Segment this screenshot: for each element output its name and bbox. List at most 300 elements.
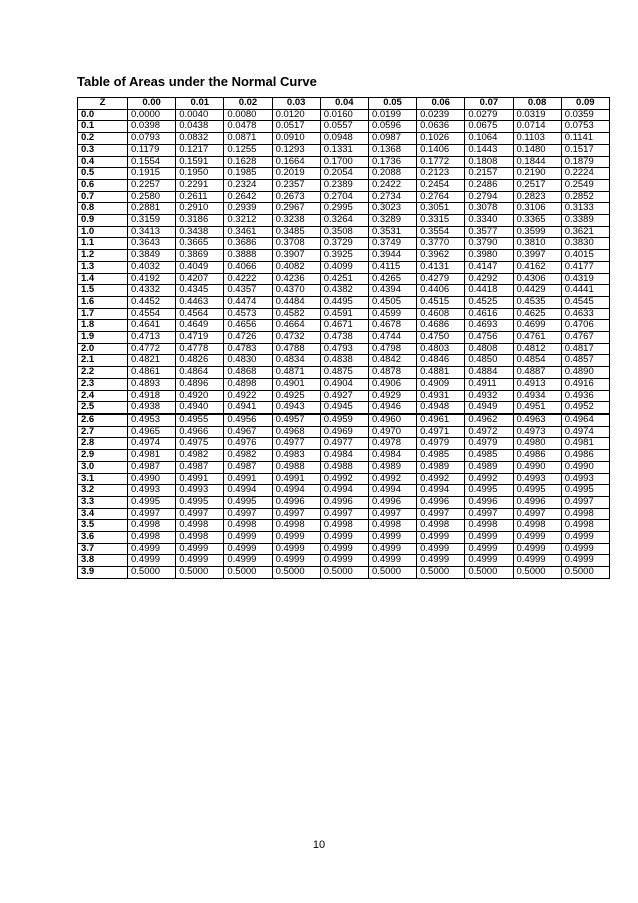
area-cell: 0.4934: [513, 390, 561, 402]
z-value-cell: 1.2: [78, 250, 128, 262]
area-cell: 0.4966: [176, 426, 224, 438]
area-cell: 0.3907: [272, 250, 320, 262]
area-cell: 0.4916: [561, 378, 609, 390]
area-cell: 0.5000: [176, 567, 224, 579]
table-row: [78, 203, 610, 215]
area-cell: 0.4996: [368, 496, 416, 508]
area-cell: 0.4992: [465, 473, 513, 485]
area-cell: 0.4564: [176, 308, 224, 320]
area-cell: 0.3508: [320, 226, 368, 238]
area-cell: 0.1772: [417, 156, 465, 168]
area-cell: 0.4943: [272, 402, 320, 414]
area-cell: 0.2910: [176, 203, 224, 215]
area-cell: 0.3643: [128, 238, 176, 250]
area-cell: 0.4115: [368, 261, 416, 273]
area-cell: 0.4997: [320, 508, 368, 520]
area-cell: 0.4992: [320, 473, 368, 485]
z-value-cell: 1.5: [78, 285, 128, 297]
area-cell: 0.4147: [465, 261, 513, 273]
area-cell: 0.2967: [272, 203, 320, 215]
area-cell: 0.4999: [368, 543, 416, 555]
area-cell: 0.4803: [417, 343, 465, 355]
area-cell: 0.0517: [272, 121, 320, 133]
area-cell: 0.4783: [224, 343, 272, 355]
area-cell: 0.4893: [128, 378, 176, 390]
area-cell: 0.4973: [513, 426, 561, 438]
area-cell: 0.3708: [272, 238, 320, 250]
area-cell: 0.4664: [272, 320, 320, 332]
z-value-cell: 1.1: [78, 238, 128, 250]
area-cell: 0.4591: [320, 308, 368, 320]
area-cell: 0.4999: [417, 543, 465, 555]
area-cell: 0.4778: [176, 343, 224, 355]
area-cell: 0.4981: [561, 438, 609, 450]
area-cell: 0.4817: [561, 343, 609, 355]
area-cell: 0.4998: [417, 520, 465, 532]
area-cell: 0.1700: [320, 156, 368, 168]
column-header: 0.02: [224, 98, 272, 110]
area-cell: 0.0160: [320, 109, 368, 121]
table-row: [78, 450, 610, 462]
area-cell: 0.4999: [368, 532, 416, 544]
area-cell: 0.4901: [272, 378, 320, 390]
area-cell: 0.4982: [176, 450, 224, 462]
z-value-cell: 3.6: [78, 532, 128, 544]
area-cell: 0.4998: [176, 532, 224, 544]
area-cell: 0.4988: [320, 461, 368, 473]
z-value-cell: 2.2: [78, 367, 128, 379]
area-cell: 0.2673: [272, 191, 320, 203]
area-cell: 0.3133: [561, 203, 609, 215]
area-cell: 0.0714: [513, 121, 561, 133]
area-cell: 0.4984: [320, 450, 368, 462]
area-cell: 0.4998: [465, 520, 513, 532]
area-cell: 0.3438: [176, 226, 224, 238]
area-cell: 0.4972: [465, 426, 513, 438]
area-cell: 0.4951: [513, 402, 561, 414]
area-cell: 0.0910: [272, 133, 320, 145]
area-cell: 0.4994: [417, 485, 465, 497]
area-cell: 0.3577: [465, 226, 513, 238]
z-value-cell: 3.9: [78, 567, 128, 579]
area-cell: 0.5000: [513, 567, 561, 579]
area-cell: 0.4319: [561, 273, 609, 285]
area-cell: 0.4999: [176, 555, 224, 567]
area-cell: 0.5000: [465, 567, 513, 579]
area-cell: 0.3212: [224, 215, 272, 227]
area-cell: 0.4989: [417, 461, 465, 473]
z-value-cell: 1.0: [78, 226, 128, 238]
area-cell: 0.4998: [224, 520, 272, 532]
area-cell: 0.3599: [513, 226, 561, 238]
area-cell: 0.4995: [176, 496, 224, 508]
area-cell: 0.4545: [561, 296, 609, 308]
table-row: [78, 144, 610, 156]
area-cell: 0.2642: [224, 191, 272, 203]
area-cell: 0.4993: [176, 485, 224, 497]
area-cell: 0.4909: [417, 378, 465, 390]
column-header: 0.07: [465, 98, 513, 110]
area-cell: 0.4656: [224, 320, 272, 332]
area-cell: 0.1628: [224, 156, 272, 168]
area-cell: 0.4881: [417, 367, 465, 379]
area-cell: 0.4995: [128, 496, 176, 508]
area-cell: 0.4996: [272, 496, 320, 508]
area-cell: 0.4830: [224, 355, 272, 367]
area-cell: 0.4554: [128, 308, 176, 320]
area-cell: 0.2389: [320, 179, 368, 191]
area-cell: 0.1844: [513, 156, 561, 168]
area-cell: 0.2486: [465, 179, 513, 191]
area-cell: 0.4985: [465, 450, 513, 462]
area-cell: 0.4987: [128, 461, 176, 473]
area-cell: 0.0000: [128, 109, 176, 121]
area-cell: 0.4997: [224, 508, 272, 520]
area-cell: 0.4998: [176, 520, 224, 532]
area-cell: 0.4761: [513, 332, 561, 344]
area-cell: 0.5000: [368, 567, 416, 579]
area-cell: 0.4999: [176, 543, 224, 555]
area-cell: 0.3849: [128, 250, 176, 262]
area-cell: 0.3665: [176, 238, 224, 250]
z-value-cell: 2.0: [78, 343, 128, 355]
area-cell: 0.4922: [224, 390, 272, 402]
area-cell: 0.3238: [272, 215, 320, 227]
area-cell: 0.4964: [561, 414, 609, 426]
z-value-cell: 2.4: [78, 390, 128, 402]
area-cell: 0.3869: [176, 250, 224, 262]
z-value-cell: 2.5: [78, 402, 128, 414]
area-cell: 0.4980: [513, 438, 561, 450]
table-row: [78, 226, 610, 238]
area-cell: 0.4985: [417, 450, 465, 462]
area-cell: 0.4994: [272, 485, 320, 497]
area-cell: 0.0987: [368, 133, 416, 145]
column-header: 0.06: [417, 98, 465, 110]
area-cell: 0.4987: [224, 461, 272, 473]
area-cell: 0.4793: [320, 343, 368, 355]
area-cell: 0.4965: [128, 426, 176, 438]
area-cell: 0.3686: [224, 238, 272, 250]
z-value-cell: 2.3: [78, 378, 128, 390]
area-cell: 0.4878: [368, 367, 416, 379]
column-header: 0.05: [368, 98, 416, 110]
area-cell: 0.4997: [417, 508, 465, 520]
area-cell: 0.0239: [417, 109, 465, 121]
area-cell: 0.4382: [320, 285, 368, 297]
area-cell: 0.5000: [417, 567, 465, 579]
area-cell: 0.1915: [128, 168, 176, 180]
area-cell: 0.0438: [176, 121, 224, 133]
area-cell: 0.4994: [224, 485, 272, 497]
area-cell: 0.4997: [272, 508, 320, 520]
area-cell: 0.4911: [465, 378, 513, 390]
area-cell: 0.3023: [368, 203, 416, 215]
area-cell: 0.4992: [417, 473, 465, 485]
area-cell: 0.3830: [561, 238, 609, 250]
table-row: [78, 390, 610, 402]
area-cell: 0.4744: [368, 332, 416, 344]
area-cell: 0.4798: [368, 343, 416, 355]
area-cell: 0.4015: [561, 250, 609, 262]
z-value-cell: 0.6: [78, 179, 128, 191]
area-cell: 0.4999: [128, 543, 176, 555]
area-cell: 0.4066: [224, 261, 272, 273]
area-cell: 0.4996: [513, 496, 561, 508]
area-cell: 0.4292: [465, 273, 513, 285]
area-cell: 0.4991: [272, 473, 320, 485]
area-cell: 0.3106: [513, 203, 561, 215]
z-value-cell: 3.1: [78, 473, 128, 485]
column-header: 0.09: [561, 98, 609, 110]
area-cell: 0.4927: [320, 390, 368, 402]
area-cell: 0.4719: [176, 332, 224, 344]
area-cell: 0.4956: [224, 414, 272, 426]
area-cell: 0.3461: [224, 226, 272, 238]
area-cell: 0.4192: [128, 273, 176, 285]
area-cell: 0.4999: [272, 543, 320, 555]
area-cell: 0.3554: [417, 226, 465, 238]
area-cell: 0.4625: [513, 308, 561, 320]
area-cell: 0.3389: [561, 215, 609, 227]
area-cell: 0.0359: [561, 109, 609, 121]
area-cell: 0.4998: [128, 532, 176, 544]
area-cell: 0.4999: [272, 555, 320, 567]
area-cell: 0.0319: [513, 109, 561, 121]
area-cell: 0.4990: [561, 461, 609, 473]
area-cell: 0.1443: [465, 144, 513, 156]
area-cell: 0.4177: [561, 261, 609, 273]
area-cell: 0.4936: [561, 390, 609, 402]
area-cell: 0.4994: [368, 485, 416, 497]
area-cell: 0.4474: [224, 296, 272, 308]
area-cell: 0.0557: [320, 121, 368, 133]
area-cell: 0.5000: [224, 567, 272, 579]
area-cell: 0.2088: [368, 168, 416, 180]
area-cell: 0.4251: [320, 273, 368, 285]
area-cell: 0.4693: [465, 320, 513, 332]
area-cell: 0.4952: [561, 402, 609, 414]
table-row: [78, 156, 610, 168]
z-value-cell: 3.2: [78, 485, 128, 497]
area-cell: 0.4970: [368, 426, 416, 438]
area-cell: 0.4990: [128, 473, 176, 485]
table-header: [78, 98, 610, 110]
area-cell: 0.4999: [320, 543, 368, 555]
area-cell: 0.0948: [320, 133, 368, 145]
area-cell: 0.4913: [513, 378, 561, 390]
table-row: [78, 426, 610, 438]
area-cell: 0.2054: [320, 168, 368, 180]
z-value-cell: 2.6: [78, 414, 128, 426]
normal-curve-table: [77, 97, 610, 579]
area-cell: 0.4986: [561, 450, 609, 462]
area-cell: 0.4706: [561, 320, 609, 332]
area-cell: 0.1879: [561, 156, 609, 168]
area-cell: 0.4633: [561, 308, 609, 320]
table-row: [78, 496, 610, 508]
area-cell: 0.4960: [368, 414, 416, 426]
area-cell: 0.4904: [320, 378, 368, 390]
area-cell: 0.4986: [513, 450, 561, 462]
area-cell: 0.3770: [417, 238, 465, 250]
table-row: [78, 238, 610, 250]
area-cell: 0.4484: [272, 296, 320, 308]
area-cell: 0.4452: [128, 296, 176, 308]
header-row: [78, 98, 610, 110]
area-cell: 0.4975: [176, 438, 224, 450]
area-cell: 0.4732: [272, 332, 320, 344]
area-cell: 0.2794: [465, 191, 513, 203]
area-cell: 0.5000: [320, 567, 368, 579]
area-cell: 0.2611: [176, 191, 224, 203]
area-cell: 0.1517: [561, 144, 609, 156]
area-cell: 0.4861: [128, 367, 176, 379]
area-cell: 0.4931: [417, 390, 465, 402]
area-cell: 0.4990: [513, 461, 561, 473]
area-cell: 0.3810: [513, 238, 561, 250]
z-value-cell: 0.5: [78, 168, 128, 180]
area-cell: 0.2324: [224, 179, 272, 191]
area-cell: 0.3621: [561, 226, 609, 238]
area-cell: 0.1480: [513, 144, 561, 156]
area-cell: 0.0636: [417, 121, 465, 133]
area-cell: 0.4979: [465, 438, 513, 450]
area-cell: 0.4515: [417, 296, 465, 308]
area-cell: 0.4997: [465, 508, 513, 520]
area-cell: 0.4998: [513, 520, 561, 532]
area-cell: 0.4988: [272, 461, 320, 473]
area-cell: 0.0478: [224, 121, 272, 133]
table-row: [78, 273, 610, 285]
area-cell: 0.4995: [561, 485, 609, 497]
z-value-cell: 0.8: [78, 203, 128, 215]
area-cell: 0.4961: [417, 414, 465, 426]
area-cell: 0.4162: [513, 261, 561, 273]
table-row: [78, 179, 610, 191]
column-header: 0.04: [320, 98, 368, 110]
area-cell: 0.4997: [176, 508, 224, 520]
z-value-cell: 1.3: [78, 261, 128, 273]
table-row: [78, 355, 610, 367]
area-cell: 0.4394: [368, 285, 416, 297]
z-value-cell: 0.7: [78, 191, 128, 203]
area-cell: 0.4955: [176, 414, 224, 426]
area-cell: 0.0279: [465, 109, 513, 121]
area-cell: 0.1950: [176, 168, 224, 180]
z-value-cell: 1.9: [78, 332, 128, 344]
area-cell: 0.4767: [561, 332, 609, 344]
table-row: [78, 320, 610, 332]
area-cell: 0.3531: [368, 226, 416, 238]
table-row: [78, 133, 610, 145]
table-row: [78, 250, 610, 262]
area-cell: 0.4641: [128, 320, 176, 332]
area-cell: 0.4099: [320, 261, 368, 273]
area-cell: 0.3264: [320, 215, 368, 227]
area-cell: 0.4864: [176, 367, 224, 379]
area-cell: 0.4857: [561, 355, 609, 367]
area-cell: 0.4998: [320, 520, 368, 532]
table-row: [78, 109, 610, 121]
area-cell: 0.4959: [320, 414, 368, 426]
z-value-cell: 0.0: [78, 109, 128, 121]
area-cell: 0.4969: [320, 426, 368, 438]
z-value-cell: 3.0: [78, 461, 128, 473]
area-cell: 0.4842: [368, 355, 416, 367]
area-cell: 0.4978: [368, 438, 416, 450]
area-cell: 0.3186: [176, 215, 224, 227]
table-row: [78, 485, 610, 497]
area-cell: 0.0675: [465, 121, 513, 133]
table-row: [78, 261, 610, 273]
z-value-cell: 0.3: [78, 144, 128, 156]
area-cell: 0.1064: [465, 133, 513, 145]
area-cell: 0.4686: [417, 320, 465, 332]
area-cell: 0.4357: [224, 285, 272, 297]
table-body: [78, 109, 610, 578]
area-cell: 0.4981: [128, 450, 176, 462]
area-cell: 0.4991: [176, 473, 224, 485]
area-cell: 0.4945: [320, 402, 368, 414]
area-cell: 0.0080: [224, 109, 272, 121]
area-cell: 0.1293: [272, 144, 320, 156]
table-row: [78, 332, 610, 344]
area-cell: 0.4999: [561, 532, 609, 544]
area-cell: 0.4875: [320, 367, 368, 379]
area-cell: 0.5000: [561, 567, 609, 579]
area-cell: 0.3051: [417, 203, 465, 215]
area-cell: 0.1026: [417, 133, 465, 145]
z-value-cell: 0.9: [78, 215, 128, 227]
area-cell: 0.3159: [128, 215, 176, 227]
area-cell: 0.2123: [417, 168, 465, 180]
z-value-cell: 3.8: [78, 555, 128, 567]
table-row: [78, 532, 610, 544]
area-cell: 0.2257: [128, 179, 176, 191]
area-cell: 0.2939: [224, 203, 272, 215]
z-value-cell: 0.4: [78, 156, 128, 168]
area-cell: 0.1808: [465, 156, 513, 168]
area-cell: 0.4971: [417, 426, 465, 438]
area-cell: 0.4082: [272, 261, 320, 273]
table-row: [78, 520, 610, 532]
area-cell: 0.4279: [417, 273, 465, 285]
table-row: [78, 438, 610, 450]
area-cell: 0.4998: [128, 520, 176, 532]
area-cell: 0.4207: [176, 273, 224, 285]
area-cell: 0.4429: [513, 285, 561, 297]
z-value-cell: 1.6: [78, 296, 128, 308]
table-row: [78, 402, 610, 414]
area-cell: 0.4987: [176, 461, 224, 473]
area-cell: 0.4999: [561, 555, 609, 567]
area-cell: 0.4999: [224, 543, 272, 555]
area-cell: 0.4999: [417, 555, 465, 567]
area-cell: 0.4887: [513, 367, 561, 379]
area-cell: 0.4345: [176, 285, 224, 297]
z-value-cell: 0.1: [78, 121, 128, 133]
area-cell: 0.4999: [224, 532, 272, 544]
area-cell: 0.4505: [368, 296, 416, 308]
area-cell: 0.3315: [417, 215, 465, 227]
area-cell: 0.4968: [272, 426, 320, 438]
area-cell: 0.2157: [465, 168, 513, 180]
page-number: 10: [312, 839, 326, 851]
area-cell: 0.1985: [224, 168, 272, 180]
area-cell: 0.4838: [320, 355, 368, 367]
area-cell: 0.0832: [176, 133, 224, 145]
